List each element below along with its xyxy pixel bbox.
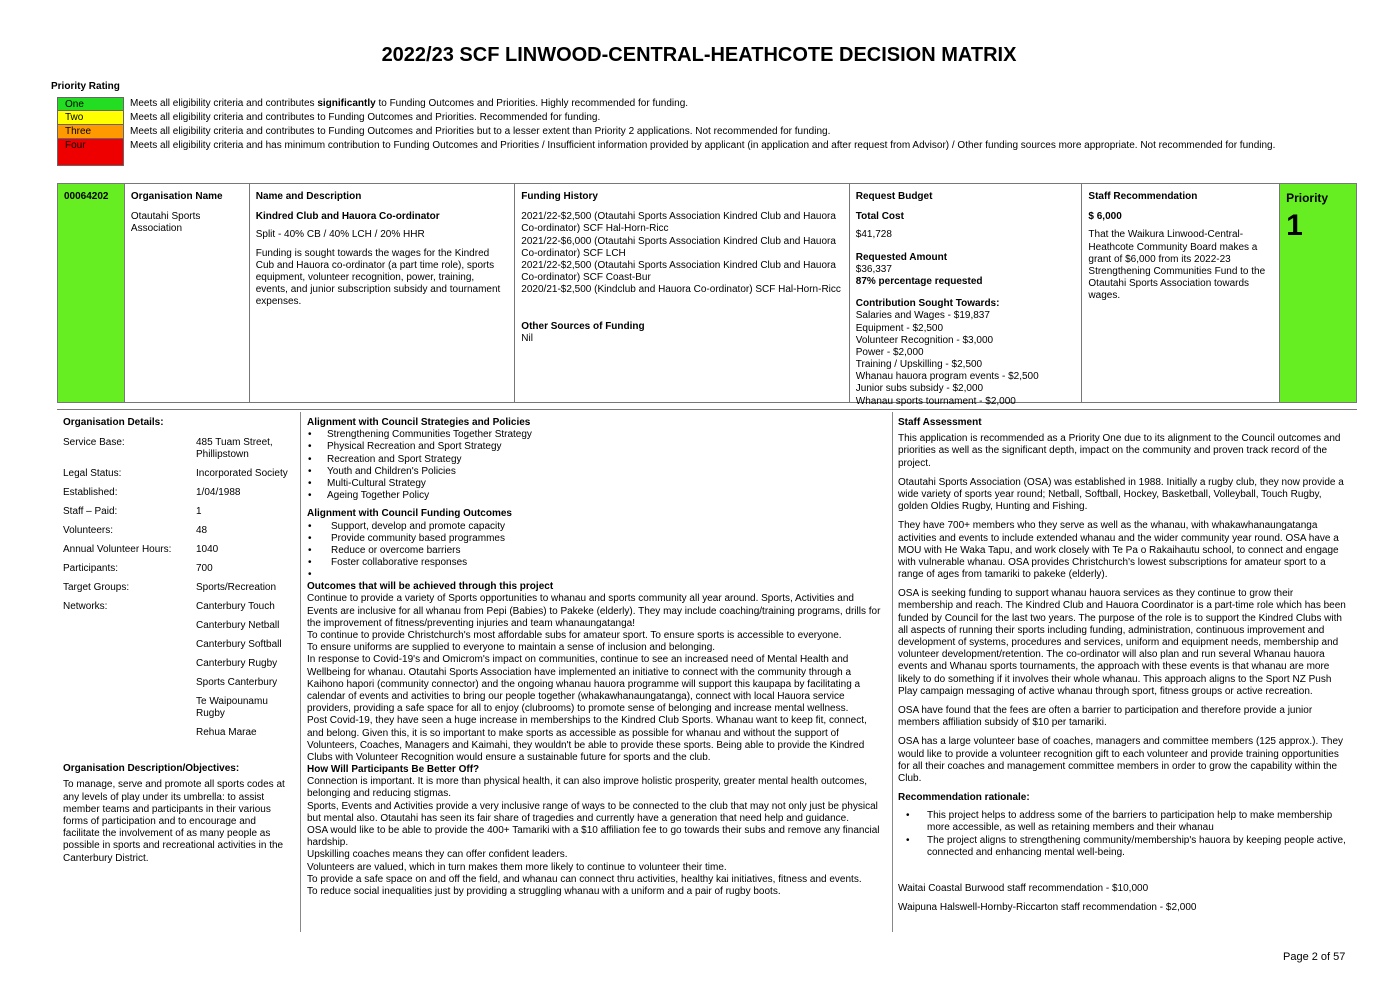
- list-item: • Ageing Together Policy: [307, 490, 885, 502]
- project-description: Funding is sought towards the wages for the Kindred Cub and Hauora co-ordinator (a part time role), sports equipment, volunteer recognition, power, training, events, and junior subscription subsidy and tournament expenses.: [255, 247, 501, 308]
- priority-text-three: Meets all eligibility criteria and contributes to Funding Outcomes and Priorities but to a lesser extent than Priority 2 applications. Not recommended for funding.: [130, 126, 831, 137]
- staff-recommendation-column: [1082, 184, 1280, 402]
- application-summary-table: [57, 183, 1357, 407]
- funding-history-header: Funding History: [521, 191, 598, 202]
- priority-swatch-two: Two: [57, 111, 124, 125]
- network-item: Canterbury Rugby: [196, 658, 278, 670]
- priority-swatch-three: Three: [57, 125, 124, 139]
- requested-amount-value: $36,337: [855, 263, 892, 275]
- org-description: To manage, serve and promote all sports codes at any levels of play under its umbrella: to assist member teams and participants in their various forms of participation and to encourage and facilitate the involvement of as many people as possible in sports and recreational activities in the Canterbury District.: [63, 779, 285, 864]
- priority-text-one: Meets all eligibility criteria and contributes significantly to Funding Outcomes and Priorities. Highly recommended for funding.: [130, 98, 689, 109]
- detail-value: 48: [196, 525, 208, 537]
- assessment-paragraph: They have 700+ members who they serve as well as the whanau, with whakawhanaungatanga activities and events to include extended whanau and the wider community year round. OSA have a MOU with He Waka Tapu, and work closely with Te Pa o Rakaihautu school, to connect and engage with vulnerable whanau. OSA provides Christchurch's lowest subscriptions for amateur sport to a range of ages from tamariki to pakeke (elderly).: [898, 520, 1339, 581]
- rationale-header: Recommendation rationale:: [898, 792, 1030, 804]
- column-divider: [892, 412, 893, 932]
- detail-row: [63, 437, 295, 468]
- org-name-header: Organisation Name: [130, 191, 223, 202]
- detail-key: Participants:: [63, 563, 119, 575]
- better-off-paragraph: Connection is important. It is more than physical health, it can also improve holistic prosperity, greater mental health outcomes, belonging and reducing stigmas.: [307, 776, 868, 800]
- priority-rating-label: Priority Rating: [51, 81, 120, 92]
- priority-row-three: [57, 125, 1320, 139]
- list-item: • Youth and Children's Policies: [307, 466, 885, 478]
- section-divider: [57, 409, 1357, 410]
- network-item: Te Waipounamu Rugby: [196, 696, 268, 720]
- detail-key: Service Base:: [63, 437, 125, 449]
- contribution-item: Junior subs subsidy - $2,000: [855, 383, 984, 395]
- detail-row: [63, 563, 295, 582]
- contribution-item: Whanau hauora program events - $2,500: [855, 371, 1039, 383]
- priority-row-two: [57, 111, 1320, 125]
- column-divider: [300, 412, 301, 932]
- outcome-paragraph: To continue to provide Christchurch's most affordable subs for amateur sport. To ensure sports is accessible to everyone.: [307, 630, 842, 641]
- strategies-header: Alignment with Council Strategies and Policies: [307, 417, 531, 428]
- staff-recommendation-header: Staff Recommendation: [1088, 191, 1198, 202]
- contribution-item: Power - $2,000: [855, 346, 924, 358]
- priority-header: Priority: [1286, 191, 1329, 205]
- other-board-recommendation: Waipuna Halswell-Hornby-Riccarton staff recommendation - $2,000: [898, 902, 1197, 914]
- assessment-paragraph: Otautahi Sports Association (OSA) was established in 1988. Initially a rugby club, they now provide a wide variety of sports year round; Netball, Softball, Hockey, Basketball, Volleyball, Touch Rugby, golden Oldies Rugby, Hunting and Fishing.: [898, 476, 1344, 513]
- contribution-item: Training / Upskilling - $2,500: [855, 359, 983, 371]
- contribution-item: Equipment - $2,500: [855, 322, 944, 334]
- contribution-item: Whanau sports tournament - $2,000: [855, 395, 1016, 407]
- detail-key: Volunteers:: [63, 525, 114, 537]
- contribution-header: Contribution Sought Towards:: [855, 298, 1000, 310]
- detail-key: Annual Volunteer Hours:: [63, 544, 172, 556]
- network-item: Canterbury Softball: [196, 639, 282, 651]
- total-cost-label: Total Cost: [855, 211, 904, 223]
- detail-row: [63, 620, 295, 639]
- funding-history-column: [515, 184, 849, 402]
- funding-history-item: 2021/22-$2,500 (Otautahi Sports Association Kindred Club and Hauora Co-ordinator) SCF Hal-Horn-Ricc: [521, 211, 836, 235]
- priority-row-one: [57, 97, 1320, 111]
- page-number: Page 2 of 57: [1283, 951, 1346, 963]
- detail-row: [63, 727, 295, 746]
- list-item: • Reduce or overcome barriers: [307, 545, 885, 557]
- staff-assessment: [898, 417, 1350, 914]
- detail-value: Sports/Recreation: [196, 582, 277, 594]
- total-cost-value: $41,728: [855, 229, 892, 241]
- priority-rating-legend: [57, 97, 1320, 166]
- outcomes-achieved-header: Outcomes that will be achieved through this project: [307, 581, 554, 593]
- project-column: [250, 184, 516, 402]
- percentage-requested: 87% percentage requested: [855, 275, 983, 287]
- priority-swatch-one: One: [57, 97, 124, 111]
- requested-amount-label: Requested Amount: [855, 251, 948, 263]
- funding-history-item: 2021/22-$2,500 (Otautahi Sports Association Kindred Club and Hauora Co-ordinator) SCF Coast-Bur: [521, 259, 836, 284]
- list-item: • Support, develop and promote capacity: [307, 521, 885, 533]
- organisation-column: [125, 184, 250, 402]
- assessment-paragraph: This application is recommended as a Priority One due to its alignment to the Council outcomes and priorities as well as the significant depth, impact on the community and proven track record of the project.: [898, 433, 1341, 469]
- detail-row: [63, 639, 295, 658]
- assessment-paragraph: OSA has a large volunteer base of coaches, managers and committee members (125 approx.). They would like to provide a volunteer recognition gift to each volunteer and provide training opportunities for all their coaches and management committee members in order to grow the capability within the Club.: [898, 736, 1344, 784]
- assessment-paragraph: OSA is seeking funding to support whanau hauora services as they continue to grow their membership and reach. The Kindred Club and Hauora Coordinator is a part-time role which has been funded by Council for the last two years. The purpose of the role is to support the Kindred Clubs with all aspects of running their sports including funding, administration, continuous improvement and development of systems, procedures and services, uniform and equipment needs, membership and volunteer development/retention. The co-ordinator will also plan and run several Whanau hauora events and Whanau sports tournaments, the approach with these events is that whanau are more likely to do something if it involves their whole whanau. This approach aligns to the Sport NZ Push Play campaign messaging of active whanau through sport, fitness groups or active recreation.: [898, 588, 1346, 697]
- detail-key: Legal Status:: [63, 468, 122, 480]
- funding-history-item: 2021/22-$6,000 (Otautahi Sports Association Kindred Club and Hauora Co-ordinator) SCF LCH: [521, 235, 836, 259]
- better-off-paragraph: To provide a safe space on and off the field, and whanau can connect thru activities, healthy kai initiatives, fitness and events.: [307, 873, 862, 885]
- project-name: Kindred Club and Hauora Co-ordinator: [255, 211, 440, 223]
- detail-row: [63, 582, 295, 601]
- list-item: • Strengthening Communities Together Strategy: [307, 429, 885, 441]
- detail-key: Networks:: [63, 601, 108, 613]
- detail-value: 1040: [196, 544, 219, 556]
- org-description-header: Organisation Description/Objectives:: [63, 763, 240, 775]
- org-details-header: Organisation Details:: [63, 417, 164, 428]
- better-off-paragraph: Volunteers are valued, which in turn makes them more likely to continue to volunteer their time.: [307, 861, 727, 873]
- list-item: • Provide community based programmes: [307, 533, 885, 545]
- detail-value: 1: [196, 506, 202, 518]
- request-budget-column: [850, 184, 1083, 407]
- strategies-list: [307, 429, 885, 502]
- other-sources-value: Nil: [521, 332, 533, 344]
- staff-assessment-header: Staff Assessment: [898, 417, 982, 428]
- outcome-paragraph: Post Covid-19, they have seen a huge increase in memberships to the Kindred Club Sports. Whanau want to keep fit, connect, and belong. Given this, it is so important to make sports as accessible as possible for whanau and without the support of Volunteers, Coaches, Managers and Kaimahi, they wouldn't be able to provide these sports. Being able to provide the Kindred Clubs with Volunteer Recognition would ensure a sustainable future for sports and the club.: [307, 715, 867, 763]
- page-title: 2022/23 SCF LINWOOD-CENTRAL-HEATHCOTE DECISION MATRIX: [381, 44, 1017, 66]
- priority-text-four: Meets all eligibility criteria and has minimum contribution to Funding Outcomes and Priorities / Insufficient information provided by applicant (in application and after request from Advisor) / Other funding sources more appropriate. Not recommended for funding.: [130, 140, 1276, 151]
- detail-value: 700: [196, 563, 213, 575]
- better-off-paragraph: OSA would like to be able to provide the 400+ Tamariki with a $10 affiliation fee to go towards their subs and remove any financial hardship.: [307, 825, 880, 849]
- list-item: • The project aligns to strengthening community/membership's hauora by keeping people active, connected and enhancing mental well-being.: [898, 835, 1350, 859]
- name-description-header: Name and Description: [255, 191, 362, 202]
- priority-row-four: [57, 139, 1320, 166]
- detail-row: [63, 677, 295, 696]
- list-item: • Recreation and Sport Strategy: [307, 454, 885, 466]
- network-item: Canterbury Netball: [196, 620, 280, 632]
- detail-value: 485 Tuam Street, Phillipstown: [196, 437, 273, 461]
- list-item: • Physical Recreation and Sport Strategy: [307, 441, 885, 453]
- better-off-paragraph: To reduce social inequalities just by providing a struggling whanau with a uniform and a pair of rugby boots.: [307, 885, 781, 897]
- detail-key: Established:: [63, 487, 118, 499]
- list-item: • Multi-Cultural Strategy: [307, 478, 885, 490]
- assessment-paragraph: OSA have found that the fees are often a barrier to participation and therefore provide a junior members affiliation subsidy of $10 per tamariki.: [898, 704, 1313, 729]
- network-item: Sports Canterbury: [196, 677, 278, 689]
- detail-value: 1/04/1988: [196, 487, 241, 499]
- contribution-item: Salaries and Wages - $19,837: [855, 310, 990, 322]
- request-budget-header: Request Budget: [855, 191, 933, 202]
- list-item: • Foster collaborative responses: [307, 557, 885, 569]
- detail-row: [63, 696, 295, 727]
- network-item: Canterbury Touch: [196, 601, 275, 613]
- detail-row: [63, 601, 295, 620]
- funding-split: Split - 40% CB / 40% LCH / 20% HHR: [255, 229, 425, 241]
- detail-row: [63, 525, 295, 544]
- outcome-paragraph: In response to Covid-19's and Omicrom's impact on communities, continue to see an increased need of Mental Health and Wellbeing for whanau. Otautahi Sports Association have implemented an initiative to connect with the community through a Kaihono hapori (community connector) and the ongoing whanau hauora programme will support this kaupapa by facilitating a calendar of events and activities to bring our people together (whakawhanaungatanga), connect with local Hauora service providers, providing a safe space for all to enjoy (clubrooms) to promote sense of belonging and increase mental wellness.: [307, 654, 861, 715]
- priority-text-two: Meets all eligibility criteria and contributes to Funding Outcomes and Priorities. Recommended for funding.: [130, 112, 601, 123]
- rationale-list: [898, 810, 1350, 859]
- funding-history-item: 2020/21-$2,500 (Kindclub and Hauora Co-ordinator) SCF Hal-Horn-Ricc: [521, 284, 841, 296]
- org-name: Otautahi Sports Association: [130, 211, 201, 235]
- list-item: • This project helps to address some of the barriers to participation help to make membership more accessible, as well as retaining members and their whanau: [898, 810, 1350, 834]
- other-sources-header: Other Sources of Funding: [521, 320, 645, 332]
- organisation-details: [63, 417, 295, 865]
- detail-value: Incorporated Society: [196, 468, 288, 480]
- detail-key: Staff – Paid:: [63, 506, 118, 518]
- other-board-recommendation: Waitai Coastal Burwood staff recommendation - $10,000: [898, 883, 1149, 894]
- priority-value: 1: [1286, 208, 1303, 242]
- better-off-header: How Will Participants Be Better Off?: [307, 764, 480, 776]
- outcome-paragraph: To ensure uniforms are supplied to everyone to maintain a sense of inclusion and belonging.: [307, 642, 716, 654]
- detail-row: [63, 544, 295, 563]
- detail-row: [63, 658, 295, 677]
- alignment-section: [307, 417, 885, 898]
- network-item: Rehua Marae: [196, 727, 257, 739]
- priority-column: [1280, 184, 1356, 402]
- staff-recommendation-amount: $ 6,000: [1088, 211, 1122, 223]
- staff-recommendation-text: That the Waikura Linwood-Central-Heathcote Community Board makes a grant of $6,000 from its 2022-23 Strengthening Communities Fund to the Otautahi Sports Association towards wages.: [1088, 229, 1266, 302]
- funding-outcomes-list: [307, 521, 885, 582]
- detail-row: [63, 468, 295, 487]
- funding-outcomes-header: Alignment with Council Funding Outcomes: [307, 508, 512, 520]
- detail-key: Target Groups:: [63, 582, 130, 594]
- better-off-paragraph: Upskilling coaches means they can offer confident leaders.: [307, 849, 568, 861]
- better-off-paragraph: Sports, Events and Activities provide a very inclusive range of ways to be connected to the club that may not only just be physical but mental also. Otautahi has seen its fair share of tragedies and currently have a generation that need help and guidance.: [307, 800, 878, 824]
- detail-row: [63, 506, 295, 525]
- outcome-paragraph: Continue to provide a variety of Sports opportunities to whanau and sports community all year around. Sports, Activities and Events are inclusive for all whanau from Pepi (Babies) to Pakeke (elderly). They may include coaching/training programs, drills for the improvement of fitness/preventing injuries and team whanaungatanga!: [307, 593, 881, 629]
- contribution-item: Volunteer Recognition - $3,000: [855, 334, 994, 346]
- application-id: 00064202: [58, 184, 125, 402]
- detail-row: [63, 487, 295, 506]
- priority-swatch-four: Four: [57, 139, 124, 166]
- list-item: [307, 569, 885, 581]
